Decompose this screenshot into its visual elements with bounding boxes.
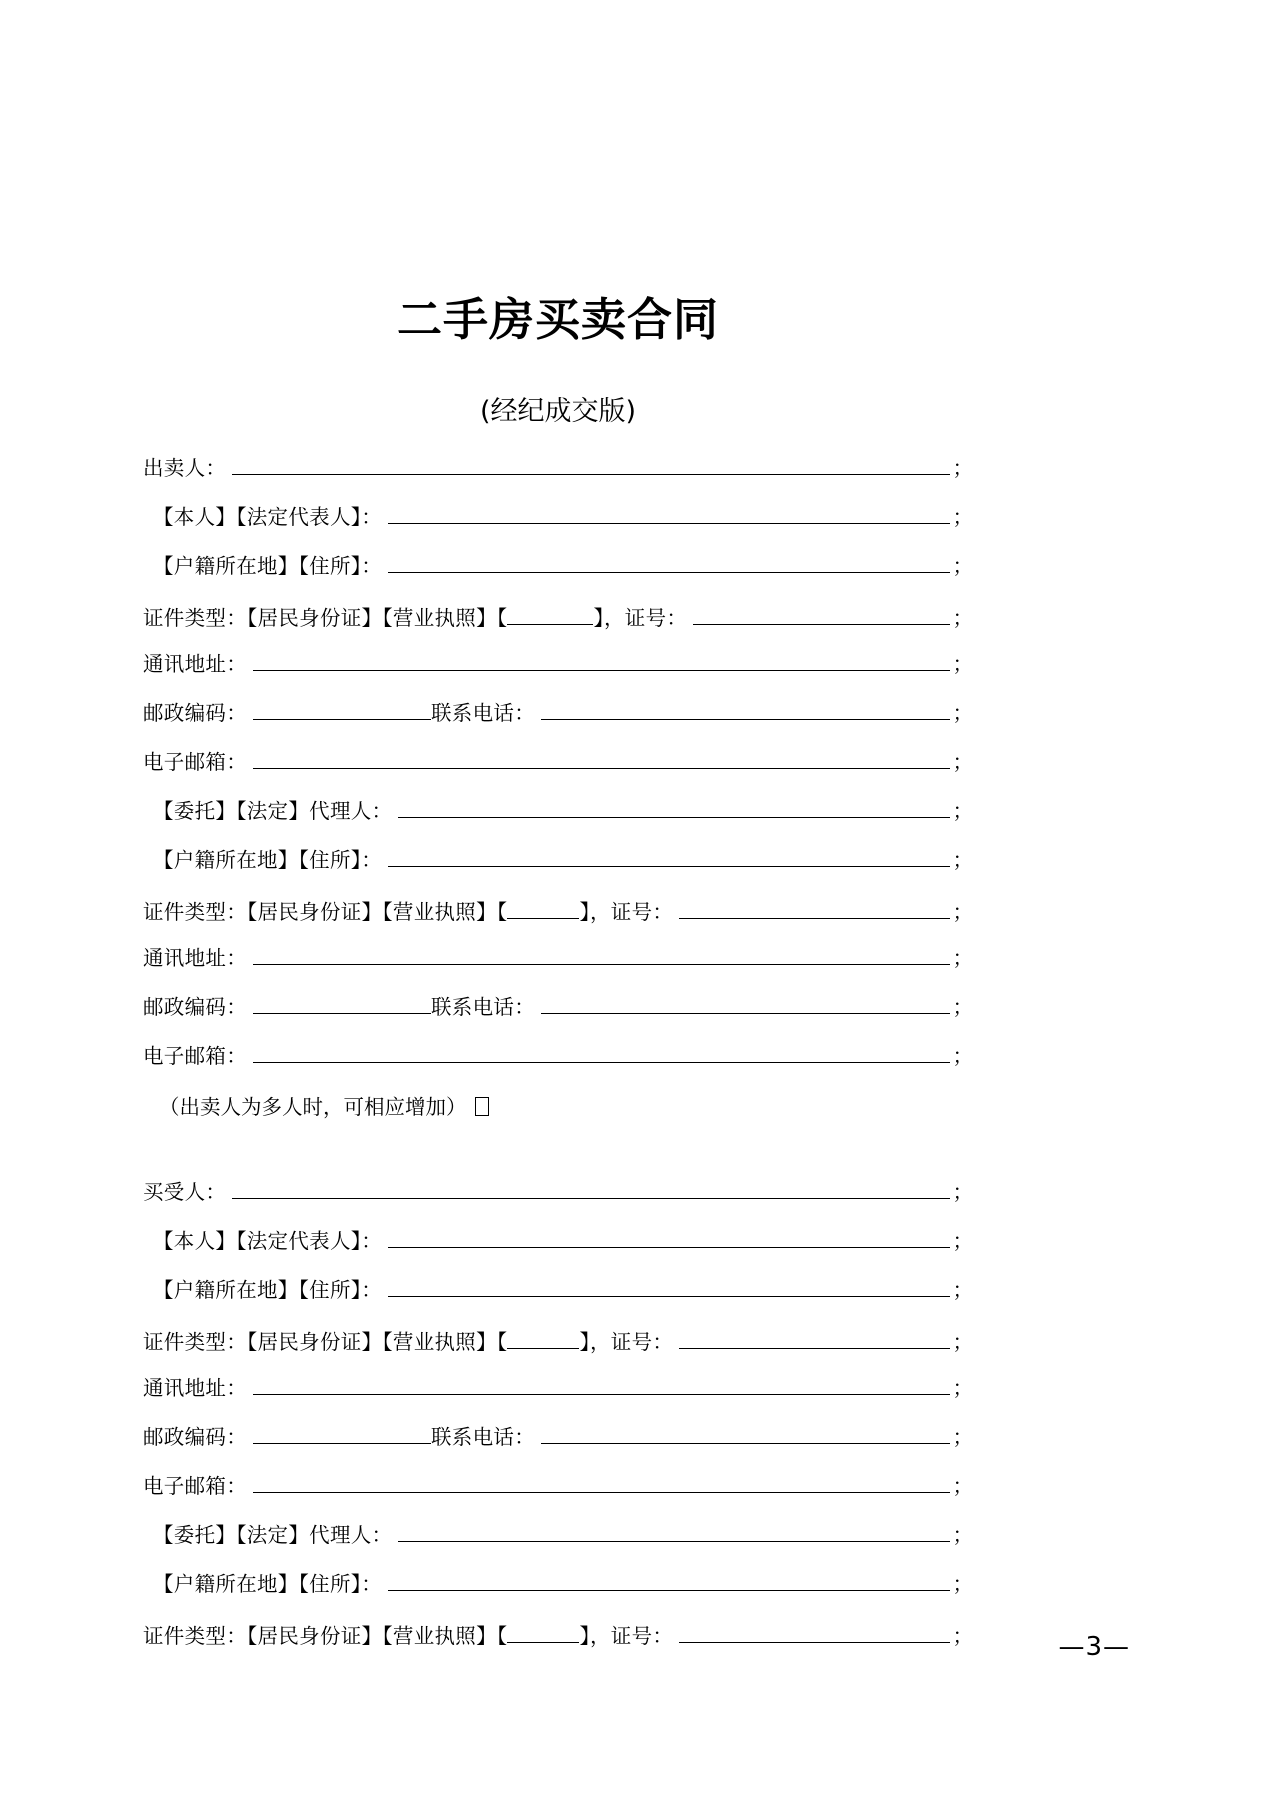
field-row-seller-agent [143,801,973,850]
fill-in-rule[interactable] [679,1642,949,1643]
fill-in-rule[interactable] [232,474,949,475]
fill-in-rule[interactable] [388,1590,949,1591]
line-terminator: ； [952,946,973,970]
fill-in-rule[interactable] [679,918,949,919]
line-terminator: ； [952,701,973,725]
field-label-postal: 邮政编码： [143,995,247,1019]
fill-in-rule[interactable] [398,817,949,818]
line-terminator: ； [952,1329,973,1354]
field-row-buyer-postal-phone [143,1427,973,1476]
field-label-suffix: 】，证号： [593,605,688,630]
field-row-seller-principal [143,507,973,556]
page-content [143,0,973,1672]
phone-rule[interactable] [541,1443,950,1444]
line-terminator: ； [952,1623,973,1648]
field-label: 【委托】【法定】代理人： [153,1523,393,1547]
line-terminator: ； [952,1523,973,1547]
field-label-phone: 联系电话： [431,1425,535,1449]
field-label-prefix: 证件类型：【居民身份证】【营业执照】【 [143,1623,508,1648]
seller-section [143,458,973,1144]
fill-in-rule[interactable] [253,1062,950,1063]
field-label: 出卖人： [143,456,227,480]
field-label-phone: 联系电话： [431,995,535,1019]
line-terminator: ； [952,799,973,823]
field-row-buyer-name [143,1182,973,1231]
note-text: （出卖人为多人时，可相应增加） [159,1095,467,1119]
field-row-buyer-residence [143,1280,973,1329]
field-label-prefix: 证件类型：【居民身份证】【营业执照】【 [143,1329,508,1354]
field-label: 【户籍所在地】【住所】： [153,1572,383,1596]
fill-in-rule[interactable] [693,624,949,625]
fill-in-rule[interactable] [253,964,950,965]
line-terminator: ； [952,848,973,872]
field-label: 【本人】【法定代表人】： [153,505,383,529]
fill-in-rule[interactable] [232,1198,949,1199]
field-row-seller-id-type [143,605,973,654]
id-type-blank[interactable] [507,605,593,625]
postal-code-rule[interactable] [253,719,431,720]
line-terminator: ； [952,554,973,578]
field-label: 【本人】【法定代表人】： [153,1229,383,1253]
id-type-blank[interactable] [507,899,579,919]
fill-in-rule[interactable] [388,572,949,573]
field-label-postal: 邮政编码： [143,1425,247,1449]
line-terminator: ； [952,750,973,774]
line-terminator: ； [952,1180,973,1204]
fill-in-rule[interactable] [253,670,950,671]
field-row-buyer-email [143,1476,973,1525]
line-terminator: ； [952,652,973,676]
postal-code-rule[interactable] [253,1013,431,1014]
field-row-buyer-agent-id-type [143,1623,973,1672]
fill-in-rule[interactable] [388,866,949,867]
field-label: 通讯地址： [143,946,247,970]
fill-in-rule[interactable] [679,1348,949,1349]
field-label: 通讯地址： [143,652,247,676]
field-label: 通讯地址： [143,1376,247,1400]
field-label: 电子邮箱： [143,1044,247,1068]
field-row-seller-agent-postal-phone [143,997,973,1046]
fill-in-rule[interactable] [253,1492,950,1493]
page-title: 二手房买卖合同 [396,293,719,346]
section-gap [143,1144,973,1182]
fill-in-rule[interactable] [388,523,949,524]
field-row-seller-agent-id-type [143,899,973,948]
field-row-seller-postal-phone [143,703,973,752]
field-row-buyer-principal [143,1231,973,1280]
field-label-suffix: 】，证号： [579,899,674,924]
field-row-buyer-id-type [143,1329,973,1378]
field-label: 电子邮箱： [143,750,247,774]
line-terminator: ； [952,1278,973,1302]
line-terminator: ； [952,505,973,529]
id-type-blank[interactable] [507,1623,579,1643]
seller-multiple-note [143,1095,973,1144]
line-terminator: ； [952,1376,973,1400]
field-row-seller-agent-residence [143,850,973,899]
line-terminator: ； [952,995,973,1019]
field-label: 【户籍所在地】【住所】： [153,1278,383,1302]
field-row-buyer-agent-residence [143,1574,973,1623]
field-row-seller-email [143,752,973,801]
field-label-phone: 联系电话： [431,701,535,725]
field-label: 【户籍所在地】【住所】： [153,848,383,872]
field-row-buyer-agent [143,1525,973,1574]
field-row-seller-agent-mailing-address [143,948,973,997]
field-row-seller-mailing-address [143,654,973,703]
field-label: 买受人： [143,1180,227,1204]
fill-in-rule[interactable] [253,1394,950,1395]
field-label-prefix: 证件类型：【居民身份证】【营业执照】【 [143,899,508,924]
field-label: 【户籍所在地】【住所】： [153,554,383,578]
field-label: 【委托】【法定】代理人： [153,799,393,823]
field-label-suffix: 】，证号： [579,1623,674,1648]
field-label: 电子邮箱： [143,1474,247,1498]
field-row-seller-agent-email [143,1046,973,1095]
phone-rule[interactable] [541,1013,950,1014]
field-label-postal: 邮政编码： [143,701,247,725]
page-subtitle: (经纪成交版) [479,396,637,427]
line-terminator: ； [952,1474,973,1498]
buyer-section [143,1182,973,1672]
fill-in-rule[interactable] [388,1296,949,1297]
fill-in-rule[interactable] [388,1247,949,1248]
postal-code-rule[interactable] [253,1443,431,1444]
line-terminator: ； [952,899,973,924]
field-label-prefix: 证件类型：【居民身份证】【营业执照】【 [143,605,508,630]
field-row-seller-name [143,458,973,507]
line-terminator: ； [952,1425,973,1449]
field-label-suffix: 】，证号： [579,1329,674,1354]
missing-glyph-box-icon [475,1097,489,1116]
field-row-buyer-mailing-address [143,1378,973,1427]
line-terminator: ； [952,1572,973,1596]
field-row-seller-residence [143,556,973,605]
page-number: —3— [1058,1632,1130,1662]
line-terminator: ； [952,456,973,480]
line-terminator: ； [952,605,973,630]
fill-in-rule[interactable] [398,1541,949,1542]
line-terminator: ； [952,1044,973,1068]
phone-rule[interactable] [541,719,950,720]
id-type-blank[interactable] [507,1329,579,1349]
line-terminator: ； [952,1229,973,1253]
fill-in-rule[interactable] [253,768,950,769]
